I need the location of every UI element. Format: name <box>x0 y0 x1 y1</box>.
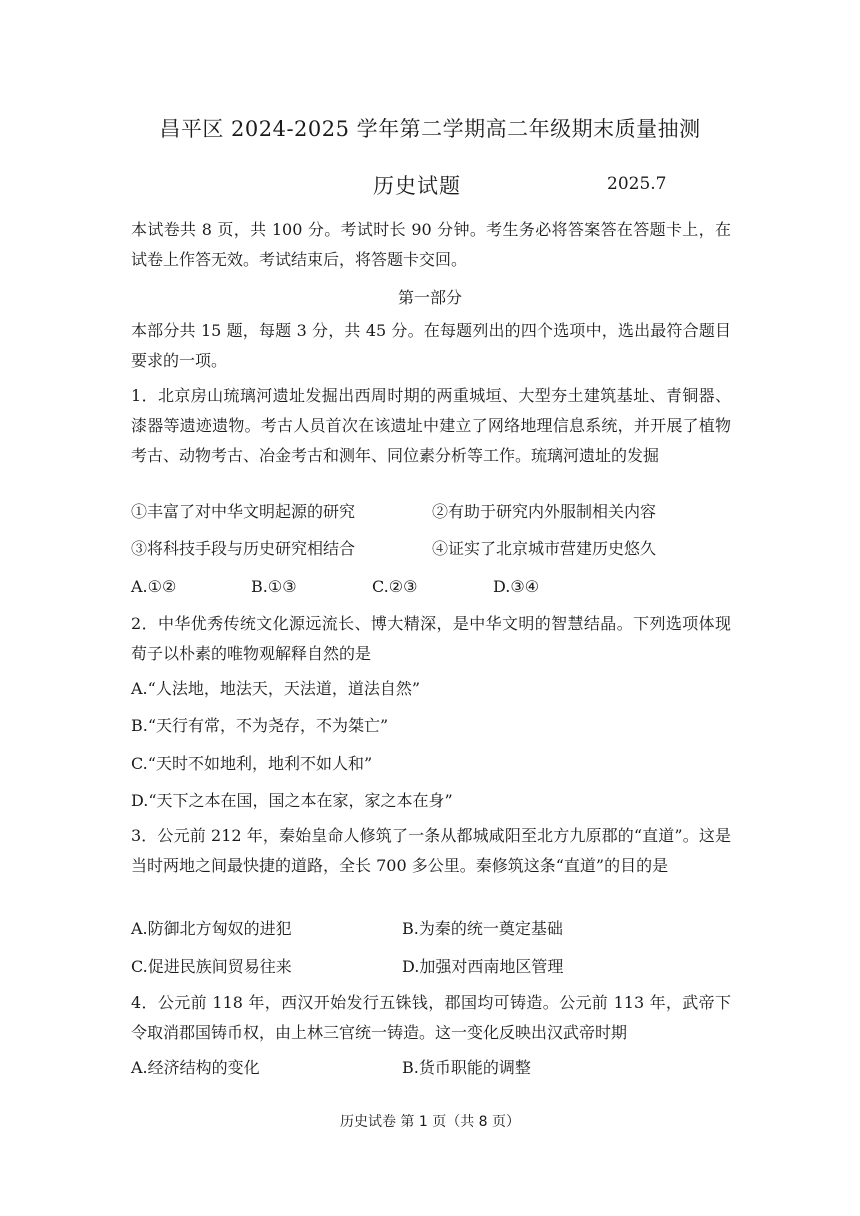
q1-option-d[interactable]: D.③④ <box>493 577 540 596</box>
question-1-stem: 1．北京房山琉璃河遗址发掘出西周时期的两重城垣、大型夯土建筑基址、青铜器、漆器等遗迹遗物。考古人员首次在该遗址中建立了网络地理信息系统，并开展了植物考古、动物考古、冶金考古和测年、同位素分析等工作。琉璃河遗址的发掘 <box>131 386 731 465</box>
q1-statement-3: ③将科技手段与历史研究相结合 <box>131 539 356 558</box>
q2-option-c[interactable]: C.“天时不如地利，地利不如人和” <box>131 754 373 773</box>
part-title: 第一部分 <box>397 288 462 307</box>
exam-title: 昌平区 2024-2025 学年第二学期高二年级期末质量抽测 <box>159 117 701 141</box>
q3-option-a[interactable]: A.防御北方匈奴的进犯 <box>131 919 292 938</box>
question-3-stem: 3．公元前 212 年，秦始皇命人修筑了一条从都城咸阳至北方九原郡的“直道”。这是当时两地之间最快捷的道路，全长 700 多公里。秦修筑这条“直道”的目的是 <box>131 826 731 875</box>
q1-statement-2: ②有助于研究内外服制相关内容 <box>432 502 657 521</box>
question-4-stem: 4．公元前 118 年，西汉开始发行五铢钱，郡国均可铸造。公元前 113 年，武帝下令取消郡国铸币权，由上林三官统一铸造。这一变化反映出汉武帝时期 <box>131 993 731 1042</box>
subject-title: 历史试题 <box>373 174 461 198</box>
q1-option-c[interactable]: C.②③ <box>372 577 418 596</box>
q3-option-b[interactable]: B.为秦的统一奠定基础 <box>402 919 563 938</box>
exam-date: 2025.7 <box>607 174 667 194</box>
q1-statement-1: ①丰富了对中华文明起源的研究 <box>131 502 356 521</box>
q1-option-b[interactable]: B.①③ <box>251 577 297 596</box>
question-2-stem: 2．中华优秀传统文化源远流长、博大精深，是中华文明的智慧结晶。下列选项体现荀子以朴素的唯物观解释自然的是 <box>131 614 731 663</box>
q2-option-d[interactable]: D.“天下之本在国，国之本在家，家之本在身” <box>131 791 453 810</box>
q3-option-d[interactable]: D.加强对西南地区管理 <box>402 957 564 976</box>
exam-instructions: 本试卷共 8 页，共 100 分。考试时长 90 分钟。考生务必将答案答在答题卡上，在试卷上作答无效。考试结束后，将答题卡交回。 <box>131 220 731 269</box>
q1-statement-4: ④证实了北京城市营建历史悠久 <box>432 539 657 558</box>
q1-option-a[interactable]: A.①② <box>131 577 177 596</box>
q2-option-a[interactable]: A.“人法地，地法天，天法道，道法自然” <box>131 679 421 698</box>
q4-option-a[interactable]: A.经济结构的变化 <box>131 1058 260 1077</box>
part-description: 本部分共 15 题，每题 3 分，共 45 分。在每题列出的四个选项中，选出最符合题目要求的一项。 <box>131 321 731 370</box>
q4-option-b[interactable]: B.货币职能的调整 <box>402 1058 531 1077</box>
q2-option-b[interactable]: B.“天行有常，不为尧存，不为桀亡” <box>131 716 389 735</box>
page-footer: 历史试卷 第 1 页（共 8 页） <box>339 1114 521 1130</box>
q3-option-c[interactable]: C.促进民族间贸易往来 <box>131 957 292 976</box>
